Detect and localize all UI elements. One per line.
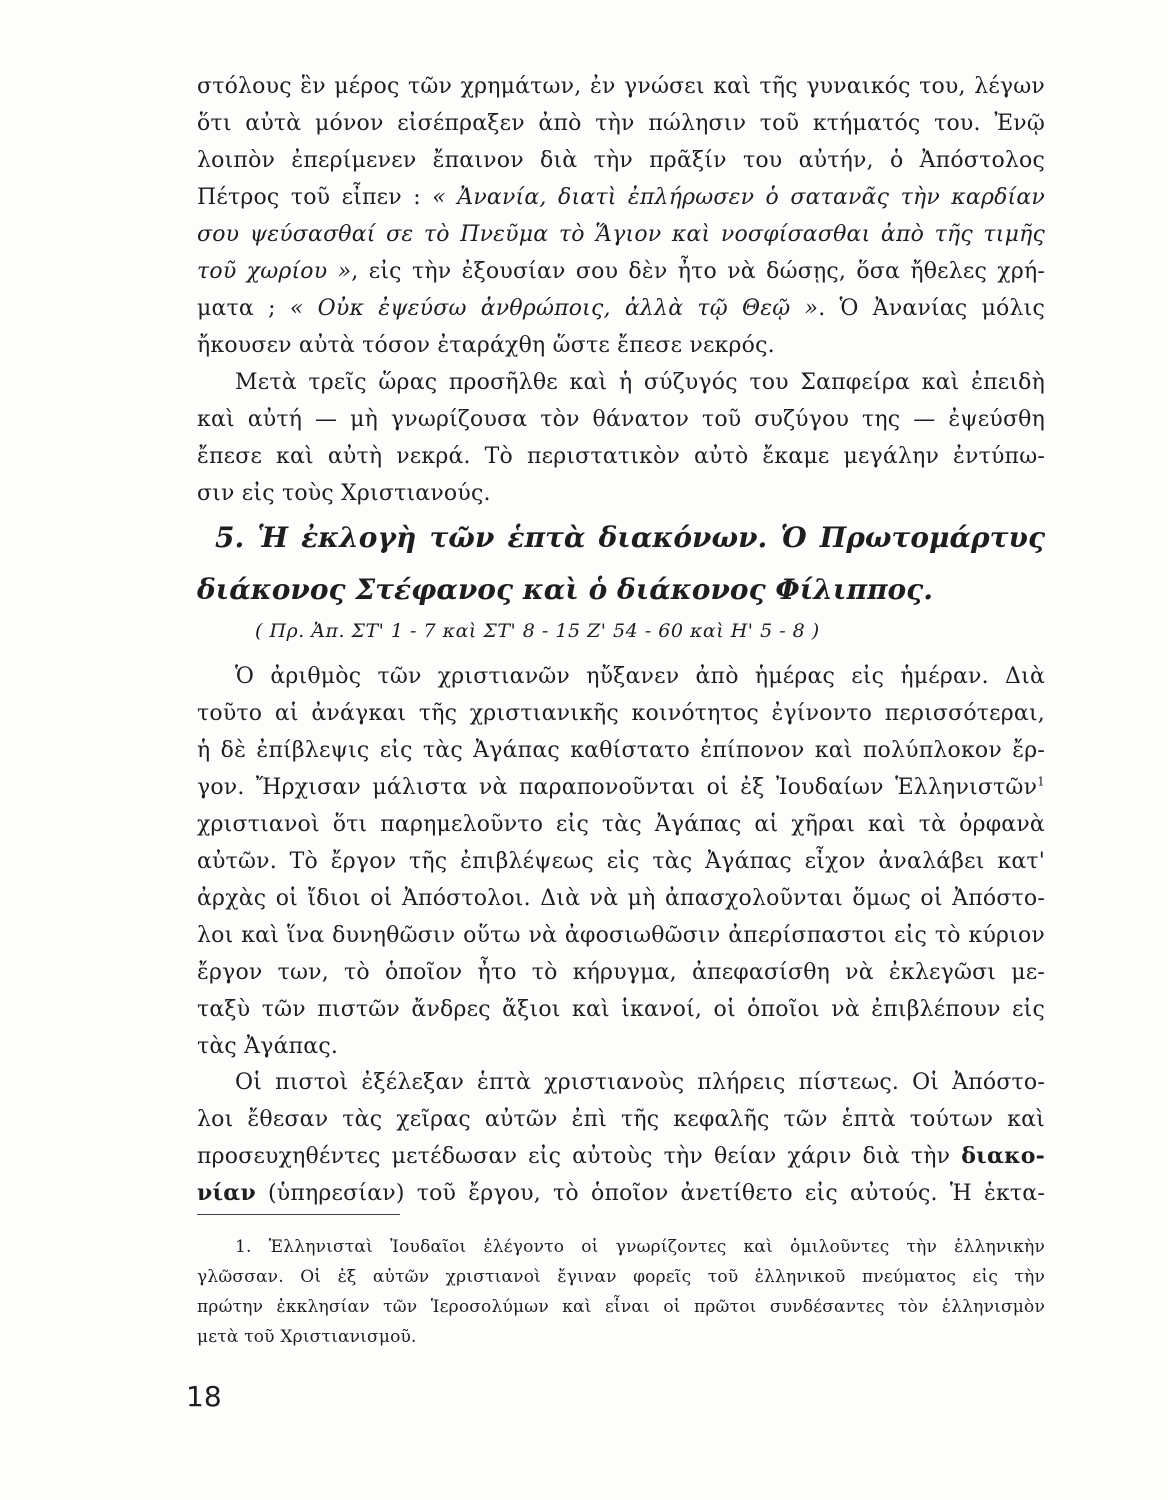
text-line: ἡ δὲ ἐπίβλεψις εἰς τὰς Ἀγάπας καθίστατο ἐπίπονον καὶ πολύπλοκον ἔρ- — [197, 738, 1045, 763]
text-line: ἤκουσεν αὐτὰ τόσον ἐταράχθη ὥστε ἔπεσε νεκρός. — [197, 333, 775, 358]
paragraph-deacons — [197, 658, 1045, 1065]
bold-term: νίαν — [197, 1180, 256, 1206]
text-line: λοιπὸν ἐπερίμενεν ἔπαινον διὰ τὴν πρᾶξίν του αὐτήν, ὁ Ἀπόστολος — [197, 148, 1045, 173]
section-heading-line: διάκονος Στέφανος καὶ ὁ διάκονος Φίλιππος. — [197, 573, 933, 606]
footnote — [197, 1232, 1045, 1352]
text-line: λοι καὶ ἵνα δυνηθῶσιν οὕτω νὰ ἀφοσιωθῶσιν ἀπερίσπαστοι εἰς τὸ κύριον — [197, 923, 1045, 948]
text-line: Πέτρος τοῦ εἶπεν : « Ἀνανία, διατὶ ἐπλήρωσεν ὁ σατανᾶς τὴν καρδίαν — [197, 185, 1045, 210]
text-line: ἔργον των, τὸ ὁποῖον ἦτο τὸ κήρυγμα, ἀπεφασίσθη νὰ ἐκλεγῶσι με- — [197, 960, 1045, 985]
text-line: ἔπεσε καὶ αὐτὴ νεκρά. Τὸ περιστατικὸν αὐτὸ ἔκαμε μεγάλην ἐντύπω- — [197, 444, 1045, 469]
text-line: τοῦ χωρίου », εἰς τὴν ἐξουσίαν σου δὲν ἦτο νὰ δώσῃς, ὅσα ἤθελες χρή- — [197, 259, 1045, 284]
text-line: λοι ἔθεσαν τὰς χεῖρας αὐτῶν ἐπὶ τῆς κεφαλῆς τῶν ἑπτὰ τούτων καὶ — [197, 1107, 1045, 1132]
text-line — [197, 216, 1045, 253]
text-line: τὰς Ἀγάπας. — [197, 1034, 339, 1059]
quote-italic: σου ψεύσασθαί σε τὸ Πνεῦμα τὸ Ἅγιον καὶ νοσφίσασθαι ἀπὸ τῆς τιμῆς — [197, 222, 1045, 247]
quote-italic: « Οὐκ ἐψεύσω ἀνθρώποις, ἀλλὰ τῷ Θεῷ » — [289, 296, 819, 321]
text-line: χριστιανοὶ ὅτι παρημελοῦντο εἰς τὰς Ἀγάπας αἱ χῆραι καὶ τὰ ὀρφανὰ — [197, 812, 1045, 837]
text-line: νίαν (ὑπηρεσίαν) τοῦ ἔργου, τὸ ὁποῖον ἀνετίθετο εἰς αὐτούς. Ἡ ἑκτα- — [197, 1180, 1045, 1206]
text-line: σιν εἰς τοὺς Χριστιανούς. — [197, 481, 491, 506]
section-heading — [197, 512, 1045, 616]
text-line: καὶ αὐτή — μὴ γνωρίζουσα τὸν θάνατον τοῦ συζύγου της — ἐψεύσθη — [197, 407, 1045, 432]
text-line: προσευχηθέντες μετέδωσαν εἰς αὐτοὺς τὴν θείαν χάριν διὰ τὴν διακο- — [197, 1143, 1045, 1169]
text-line: στόλους ἓν μέρος τῶν χρημάτων, ἐν γνώσει καὶ τῆς γυναικός του, λέγων — [197, 74, 1045, 99]
text-line: ἀρχὰς οἱ ἴδιοι οἱ Ἀπόστολοι. Διὰ νὰ μὴ ἀπασχολοῦνται ὅμως οἱ Ἀπόστο- — [197, 886, 1045, 911]
footnote-line: πρώτην ἐκκλησίαν τῶν Ἱεροσολύμων καὶ εἶναι οἱ πρῶτοι συνδέσαντες τὸν ἑλληνισμὸν — [197, 1297, 1045, 1317]
paragraph-ananias — [197, 68, 1045, 364]
paragraph-sapfeira — [197, 364, 1045, 512]
page-number: 18 — [186, 1380, 222, 1413]
footnote-line: γλῶσσαν. Οἱ ἐξ αὐτῶν χριστιανοὶ ἔγιναν φορεῖς τοῦ ἑλληνικοῦ πνεύματος εἰς τὴν — [197, 1267, 1045, 1287]
quote-italic: τοῦ χωρίου » — [197, 259, 352, 284]
text-line: ὅτι αὐτὰ μόνον εἰσέπραξεν ἀπὸ τὴν πώλησιν τοῦ κτήματός του. Ἐνῷ — [197, 111, 1045, 136]
section-heading-line: 5. Ἡ ἐκλογὴ τῶν ἑπτὰ διακόνων. Ὁ Πρωτομάρτυς — [215, 521, 1045, 554]
text-line: Οἱ πιστοὶ ἐξέλεξαν ἑπτὰ χριστιανοὺς πλήρεις πίστεως. Οἱ Ἀπόστο- — [235, 1070, 1045, 1095]
text-line: Ὁ ἀριθμὸς τῶν χριστιανῶν ηὔξανεν ἀπὸ ἡμέρας εἰς ἡμέραν. Διὰ — [235, 664, 1045, 689]
bold-term: διακο- — [961, 1143, 1045, 1169]
text-line: τοῦτο αἱ ἀνάγκαι τῆς χριστιανικῆς κοινότητος ἐγίνοντο περισσότεραι, — [197, 701, 1045, 726]
text-line: ματα ; « Οὐκ ἐψεύσω ἀνθρώποις, ἀλλὰ τῷ Θεῷ ». Ὁ Ἀνανίας μόλις — [197, 296, 1045, 321]
quote-italic: « Ἀνανία, διατὶ ἐπλήρωσεν ὁ σατανᾶς τὴν καρδίαν — [432, 185, 1045, 210]
text-line: Μετὰ τρεῖς ὥρας προσῆλθε καὶ ἡ σύζυγός του Σαπφείρα καὶ ἐπειδὴ — [235, 370, 1045, 395]
text-line: ταξὺ τῶν πιστῶν ἄνδρες ἄξιοι καὶ ἱκανοί, οἱ ὁποῖοι νὰ ἐπιβλέπουν εἰς — [197, 997, 1045, 1022]
footnote-divider — [197, 1214, 400, 1215]
footnote-line: μετὰ τοῦ Χριστιανισμοῦ. — [197, 1327, 417, 1347]
text-line: γον. Ἤρχισαν μάλιστα νὰ παραπονοῦνται οἱ ἐξ Ἰουδαίων Ἑλληνιστῶν$^1$ — [197, 774, 1045, 800]
text-line: αὐτῶν. Τὸ ἔργον τῆς ἐπιβλέψεως εἰς τὰς Ἀγάπας εἶχον ἀναλάβει κατ' — [197, 849, 1045, 874]
scripture-references: ( Πρ. Ἀπ. ΣΤ' 1 - 7 καὶ ΣΤ' 8 - 15 Ζ' 54 - 60 καὶ Η' 5 - 8 ) — [255, 620, 820, 642]
footnote-line: 1. Ἑλληνισταὶ Ἰουδαῖοι ἐλέγοντο οἱ γνωρίζοντες καὶ ὁμιλοῦντες τὴν ἑλληνικὴν — [235, 1237, 1045, 1257]
paragraph-faithful — [197, 1064, 1045, 1212]
footnote-mark: 1 — [1037, 774, 1045, 789]
